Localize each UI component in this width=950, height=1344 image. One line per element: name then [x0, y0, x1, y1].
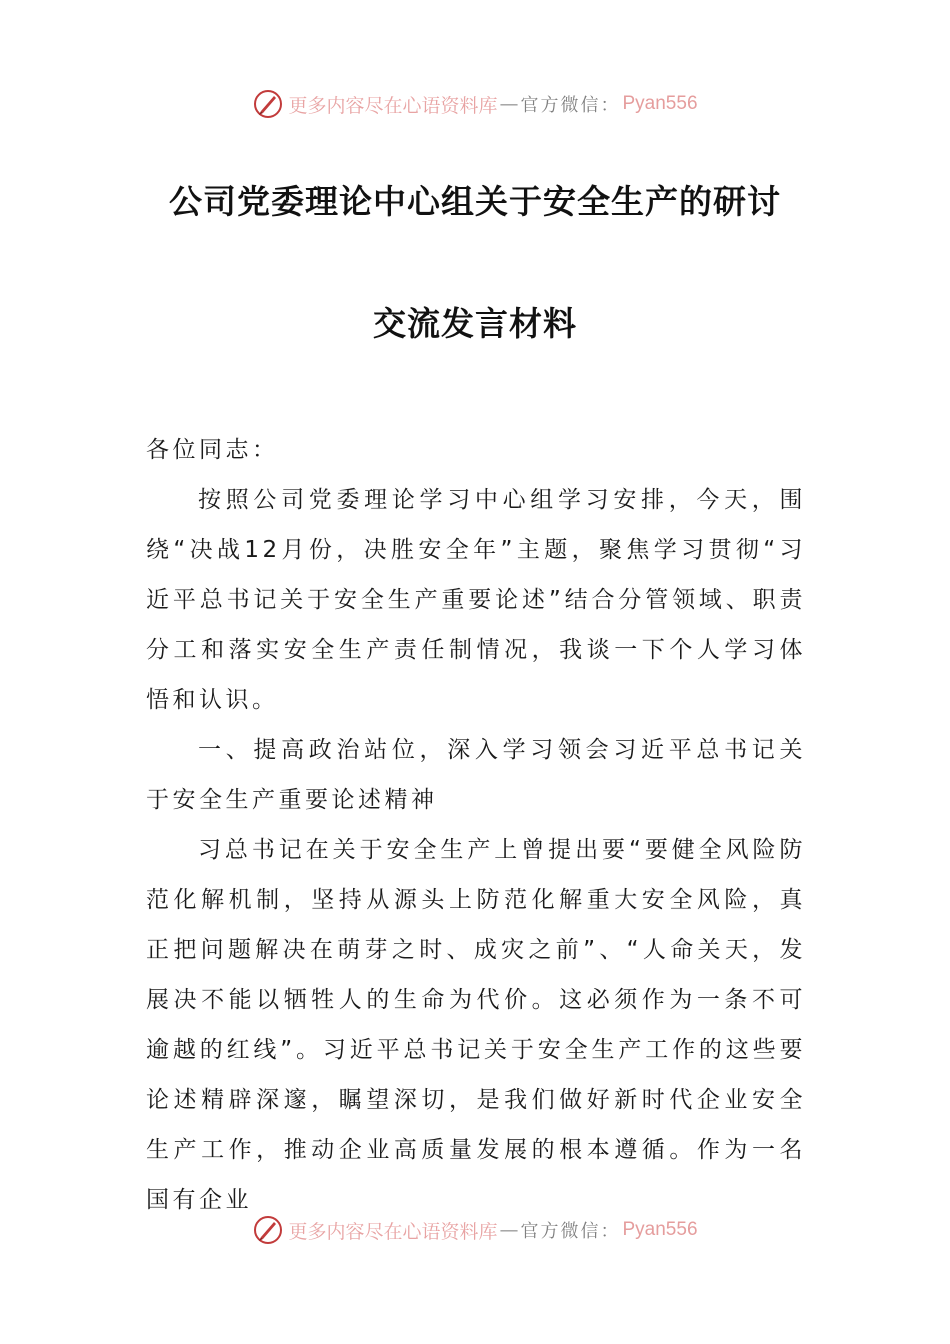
quill-logo-icon [252, 88, 284, 120]
watermark-separator: — [499, 1219, 519, 1241]
quill-logo-icon [252, 1214, 284, 1246]
document-title-line2: 交流发言材料 [373, 304, 577, 343]
watermark-brand-text: 更多内容尽在心语资料库 [288, 1220, 498, 1243]
paragraph-section-1: 习总书记在关于安全生产上曾提出要“要健全风险防范化解机制，坚持从源头上防范化解重大安全风险，真正把问题解决在萌芽之时、成灾之前”、“人命关天，发展决不能以牺牲人的生命为代价。这必须作为一条不可逾越的红线”。习近平总书记关于安全生产工作的这些要论述精辟深邃，瞩望深切，是我们做好新时代企业安全生产工作，推动企业高质量发展的根本遵循。作为一名国有企业 [146, 837, 806, 1213]
watermark-brand-text: 更多内容尽在心语资料库 [288, 94, 498, 117]
watermark-official-label: 官方微信： [520, 95, 621, 116]
watermark-footer [0, 1210, 950, 1250]
watermark-wechat-id: Pyan556 [622, 1219, 698, 1240]
paragraph-intro: 按照公司党委理论学习中心组学习安排，今天，围绕“决战12月份，决胜安全年”主题，聚焦学习贯彻“习近平总书记关于安全生产重要论述”结合分管领域、职责分工和落实安全生产责任制情况，我谈一下个人学习体悟和认识。 [146, 487, 806, 713]
watermark-separator: — [499, 93, 519, 115]
document-title-line1: 公司党委理论中心组关于安全生产的研讨 [169, 182, 781, 221]
salutation: 各位同志： [146, 437, 279, 463]
section-heading-1: 一、提高政治站位，深入学习领会习近平总书记关于安全生产重要论述精神 [146, 737, 806, 813]
watermark-header [0, 84, 950, 124]
watermark-wechat-id: Pyan556 [622, 93, 698, 114]
document-body [146, 425, 806, 1225]
watermark-official-label: 官方微信： [520, 1221, 621, 1242]
